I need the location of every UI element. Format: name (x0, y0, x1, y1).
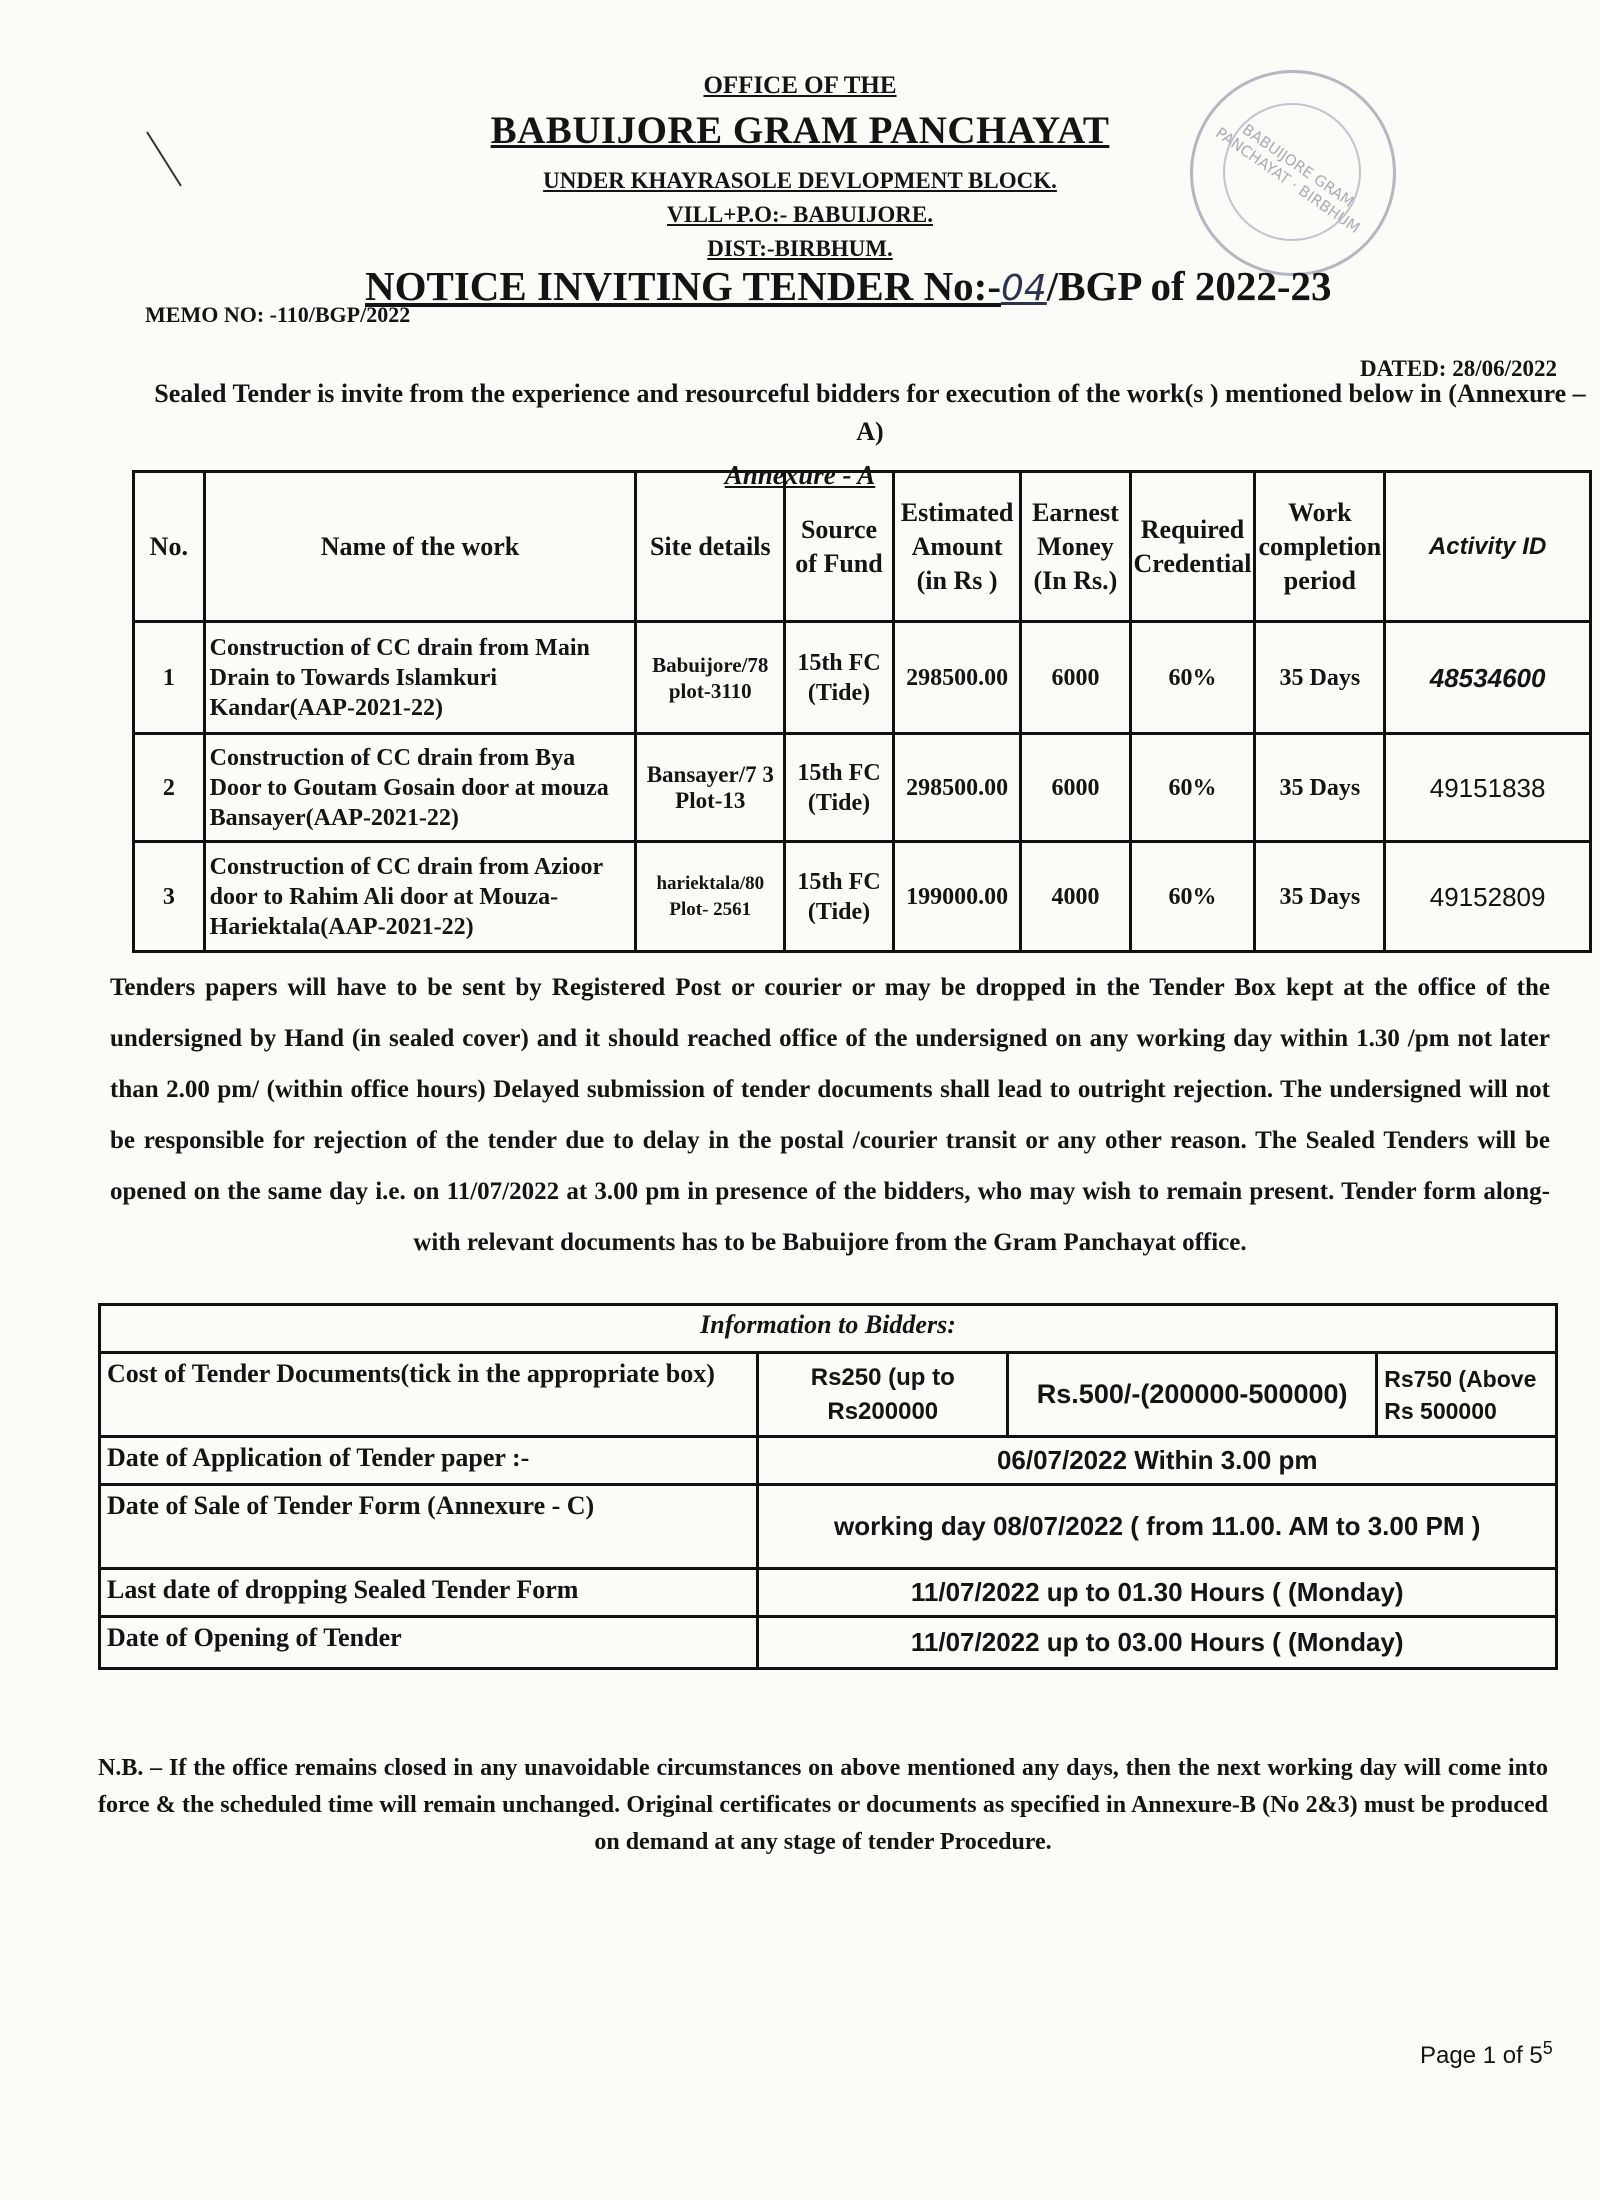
works-table (132, 470, 1592, 953)
col-header-credential: Required Credential (1130, 472, 1255, 622)
annexure-a-label: Annexure - A (724, 460, 876, 490)
row-earnest: 6000 (1021, 734, 1130, 842)
last-date-value: 11/07/2022 up to 01.30 Hours ( (Monday) (758, 1569, 1557, 1617)
row-period: 35 Days (1255, 842, 1385, 952)
memo-number: MEMO NO: -110/BGP/2022 (145, 302, 411, 327)
page-number-text: Page 1 of 5 (1420, 2042, 1543, 2069)
block-line: UNDER KHAYRASOLE DEVLOPMENT BLOCK. (543, 168, 1057, 193)
district-line: DIST:-BIRBHUM. (707, 236, 893, 261)
cost-label: Cost of Tender Documents(tick in the appropriate box) (100, 1353, 758, 1437)
row-activity-id: 49151838 (1385, 734, 1591, 842)
bidders-row (100, 1617, 1557, 1669)
row-amount: 298500.00 (893, 734, 1021, 842)
col-header-earnest: Earnest Money (In Rs.) (1021, 472, 1130, 622)
nb-note-paragraph: N.B. – If the office remains closed in any unavoidable circumstances on above mentioned any days, then the next working day will come into force & the scheduled time will remain unchanged. Original certificates or documents as specified in Annexure-B (No 2&3) must be produced on demand at any stage of tender Procedure. (98, 1755, 1548, 1855)
table-row (134, 842, 1591, 952)
notice-number-handwritten: 04 (1000, 268, 1047, 309)
last-date-label: Last date of dropping Sealed Tender Form (100, 1569, 758, 1617)
col-header-name: Name of the work (204, 472, 636, 622)
col-header-activity-id: Activity ID (1385, 472, 1591, 622)
row-activity-id: 48534600 (1385, 622, 1591, 734)
row-no: 1 (134, 622, 205, 734)
row-period: 35 Days (1255, 734, 1385, 842)
sale-date-value: working day 08/07/2022 ( from 11.00. AM to 3.00 PM ) (758, 1485, 1557, 1569)
row-site: hariektala/80 Plot- 2561 (636, 842, 785, 952)
notice-title-suffix: /BGP of 2022-23 (1046, 263, 1332, 309)
cost-option-750[interactable]: Rs750 (Above Rs 500000 (1377, 1353, 1557, 1437)
row-earnest: 6000 (1021, 622, 1130, 734)
village-line: VILL+P.O:- BABUIJORE. (667, 202, 933, 227)
row-no: 3 (134, 842, 205, 952)
bidders-row (100, 1569, 1557, 1617)
intro-paragraph: Sealed Tender is invite from the experience and resourceful bidders for execution of the work(s ) mentioned below in (Annexure – A) (154, 379, 1586, 446)
col-header-fund: Source of Fund (785, 472, 894, 622)
row-credential: 60% (1130, 622, 1255, 734)
opening-date-value: 11/07/2022 up to 03.00 Hours ( (Monday) (758, 1617, 1557, 1669)
row-period: 35 Days (1255, 622, 1385, 734)
row-amount: 199000.00 (893, 842, 1021, 952)
cost-row (100, 1353, 1557, 1437)
bidders-row (100, 1437, 1557, 1485)
row-fund: 15th FC (Tide) (785, 622, 894, 734)
col-header-no: No. (134, 472, 205, 622)
panchayat-name-heading: BABUIJORE GRAM PANCHAYAT (490, 109, 1110, 152)
office-of-heading: OFFICE OF THE (703, 72, 897, 99)
row-amount: 298500.00 (893, 622, 1021, 734)
row-no: 2 (134, 734, 205, 842)
table-row (134, 734, 1591, 842)
application-date-value: 06/07/2022 Within 3.00 pm (758, 1437, 1557, 1485)
bidders-info-title: Information to Bidders: (100, 1305, 1557, 1353)
stamp-text: BABUIJORE GRAM PANCHAYAT · BIRBHUM (1212, 120, 1364, 237)
opening-date-label: Date of Opening of Tender (100, 1617, 758, 1669)
row-fund: 15th FC (Tide) (785, 734, 894, 842)
row-site: Babuijore/78 plot-3110 (636, 622, 785, 734)
application-date-label: Date of Application of Tender paper :- (100, 1437, 758, 1485)
row-site: Bansayer/7 3 Plot-13 (636, 734, 785, 842)
sale-date-label: Date of Sale of Tender Form (Annexure - C) (100, 1485, 758, 1569)
row-activity-id: 49152809 (1385, 842, 1591, 952)
tender-instructions-paragraph: Tenders papers will have to be sent by Registered Post or courier or may be dropped in the Tender Box kept at the office of the undersigned by Hand (in sealed cover) and it should reached office of the undersigned on any working day within 1.30 /pm not later than 2.00 pm/ (within office hours) Delayed submission of tender documents shall lead to outright rejection. The undersigned will not be responsible for rejection of the tender due to delay in the postal /courier transit or any other reason. The Sealed Tenders will be opened on the same day i.e. on 11/07/2022 at 3.00 pm in presence of the bidders, who may wish to remain present. Tender form along-with relevant documents has to be Babuijore from the Gram Panchayat office. (110, 974, 1550, 1256)
dated-line: DATED: 28/06/2022 (1360, 356, 1557, 381)
works-table-header-row (134, 472, 1591, 622)
cost-option-500[interactable]: Rs.500/-(200000-500000) (1008, 1353, 1377, 1437)
bidders-info-table (98, 1303, 1558, 1670)
table-row (134, 622, 1591, 734)
col-header-amount: Estimated Amount (in Rs ) (893, 472, 1021, 622)
row-credential: 60% (1130, 842, 1255, 952)
bidders-row (100, 1485, 1557, 1569)
notice-title (365, 262, 1332, 310)
row-fund: 15th FC (Tide) (785, 842, 894, 952)
row-work-name: Construction of CC drain from Main Drain to Towards Islamkuri Kandar(AAP-2021-22) (204, 622, 636, 734)
notice-title-prefix: NOTICE INVITING TENDER No:- (365, 263, 1001, 309)
row-earnest: 4000 (1021, 842, 1130, 952)
col-header-period: Work completion period (1255, 472, 1385, 622)
page-number (1420, 2038, 1553, 2070)
page-number-superscript: 5 (1542, 2038, 1553, 2058)
col-header-site: Site details (636, 472, 785, 622)
cost-option-250[interactable]: Rs250 (up to Rs200000 (758, 1353, 1008, 1437)
row-work-name: Construction of CC drain from Azioor door to Rahim Ali door at Mouza-Hariektala(AAP-2021-22) (204, 842, 636, 952)
row-credential: 60% (1130, 734, 1255, 842)
row-work-name: Construction of CC drain from Bya Door to Goutam Gosain door at mouza Bansayer(AAP-2021-22) (204, 734, 636, 842)
